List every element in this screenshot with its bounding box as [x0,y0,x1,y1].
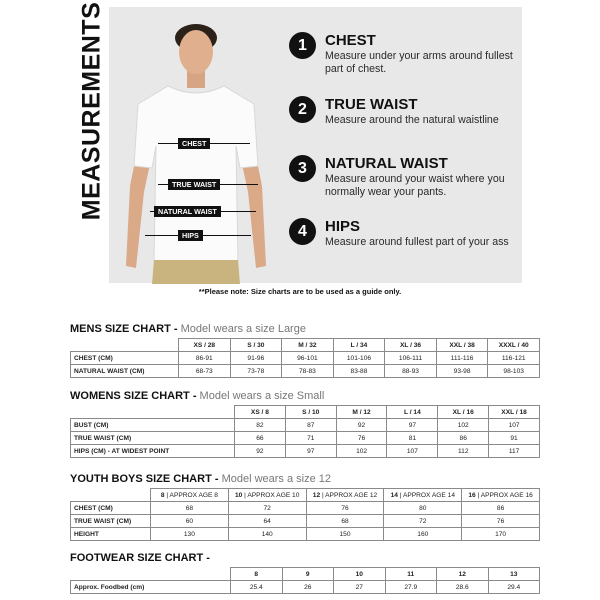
size-header [384,489,462,502]
step-description: Measure around the natural waistline [325,114,499,126]
table-cell: 73-78 [230,365,282,378]
approx-age: | APPROX AGE 16 [477,491,533,499]
table-cell: 71 [285,432,336,445]
size-header: XXXL / 40 [488,339,540,352]
size-header: 8 [231,568,283,581]
guide-note: **Please note: Size charts are to be used as a guide only. [198,287,402,296]
table-cell: 160 [384,528,462,541]
measurements-section [0,0,600,288]
table-row [71,528,540,541]
size-number: 12 [312,491,321,499]
table-cell: 76 [306,502,384,515]
table-cell: 86 [438,432,489,445]
table-cell: 91-96 [230,352,282,365]
size-header: 11 [385,568,437,581]
step-description: Measure around fullest part of your ass [325,236,509,248]
table-cell: 92 [336,419,387,432]
table-header-row [71,489,540,502]
table-cell: 66 [235,432,286,445]
size-header: 13 [488,568,540,581]
table-cell: 26 [282,581,334,594]
table-cell: 107 [489,419,540,432]
table-header-row [71,568,540,581]
table-cell: 25.4 [231,581,283,594]
womens-size-chart [70,389,540,458]
table-cell: 130 [151,528,229,541]
table-cell: 76 [336,432,387,445]
youth-title: YOUTH BOYS SIZE CHART - [70,473,219,485]
table-row [71,502,540,515]
table-cell: 98-103 [488,365,540,378]
womens-chart-title [70,389,540,403]
size-number: 14 [390,491,398,499]
mens-title: MENS SIZE CHART - [70,323,178,335]
table-cell: 101-106 [333,352,385,365]
header-blank [71,406,235,419]
size-header: XL / 16 [438,406,489,419]
table-header-row [71,406,540,419]
size-header: XS / 8 [235,406,286,419]
table-cell: 140 [228,528,306,541]
chest-label: CHEST [178,138,210,149]
table-cell: 117 [489,445,540,458]
header-blank [71,339,179,352]
row-label: TRUE WAIST (CM) [71,432,235,445]
approx-age: | APPROX AGE 14 [399,491,455,499]
table-cell: 28.6 [437,581,489,594]
table-cell: 97 [285,445,336,458]
table-cell: 83-88 [333,365,385,378]
table-row [71,515,540,528]
size-header: 12 [437,568,489,581]
true-waist-label: TRUE WAIST [168,179,220,190]
row-label: NATURAL WAIST (CM) [71,365,179,378]
table-cell: 68 [306,515,384,528]
header-blank [71,568,231,581]
youth-subtitle: Model wears a size 12 [218,473,332,485]
footwear-chart-title [70,551,540,565]
natural-waist-label: NATURAL WAIST [154,206,221,217]
size-header: 10 [334,568,386,581]
model-head [179,30,213,74]
youth-size-chart [70,472,540,541]
size-header: S / 10 [285,406,336,419]
table-row [71,581,540,594]
table-row [71,352,540,365]
table-cell: 91 [489,432,540,445]
table-cell: 102 [336,445,387,458]
approx-age: | APPROX AGE 12 [321,491,378,499]
table-cell: 150 [306,528,384,541]
row-label: BUST (CM) [71,419,235,432]
step-number: 1 [289,32,316,59]
table-row [71,445,540,458]
size-number: 8 [160,491,165,499]
measurements-heading [72,1,112,220]
table-cell: 80 [384,502,462,515]
size-header [306,489,384,502]
table-cell: 97 [387,419,438,432]
table-row [71,419,540,432]
table-cell: 107 [387,445,438,458]
table-cell: 68-73 [179,365,231,378]
size-header [151,489,229,502]
table-row [71,432,540,445]
womens-subtitle: Model wears a size Small [196,390,325,402]
header-blank [71,489,151,502]
youth-chart-title [70,472,540,486]
table-cell: 64 [228,515,306,528]
table-cell: 60 [151,515,229,528]
table-cell: 87 [285,419,336,432]
footwear-table [70,567,540,594]
mens-chart-title [70,322,540,336]
table-cell: 27.9 [385,581,437,594]
table-cell: 102 [438,419,489,432]
table-cell: 112 [438,445,489,458]
table-cell: 116-121 [488,352,540,365]
step-title: TRUE WAIST [325,96,418,113]
table-cell: 76 [462,515,540,528]
table-cell: 81 [387,432,438,445]
womens-title: WOMENS SIZE CHART - [70,390,197,402]
step-description: Measure around your waist where you normally wear your pants. [325,173,505,198]
measurements-heading-text: MEASUREMENTS [77,1,106,220]
table-cell: 27 [334,581,386,594]
footwear-title: FOOTWEAR SIZE CHART - [70,552,210,564]
table-cell: 82 [235,419,286,432]
size-header: XS / 28 [179,339,231,352]
size-header [462,489,540,502]
size-header: 9 [282,568,334,581]
step-number: 4 [289,218,316,245]
table-cell: 170 [462,528,540,541]
mens-table [70,338,540,378]
mens-size-chart [70,322,540,378]
mens-subtitle: Model wears a size Large [177,323,306,335]
approx-age: | APPROX AGE 8 [166,491,218,499]
size-header: M / 32 [282,339,334,352]
size-header [228,489,306,502]
table-cell: 86-91 [179,352,231,365]
table-header-row [71,339,540,352]
table-cell: 78-83 [282,365,334,378]
table-cell: 93-98 [436,365,488,378]
youth-table [70,488,540,541]
table-row [71,365,540,378]
footwear-size-chart [70,551,540,594]
table-cell: 72 [228,502,306,515]
step-title: NATURAL WAIST [325,155,448,172]
size-header: S / 30 [230,339,282,352]
table-cell: 86 [462,502,540,515]
table-cell: 111-116 [436,352,488,365]
model-shorts [152,260,240,284]
size-number: 16 [468,491,476,499]
size-header: XL / 36 [385,339,437,352]
table-cell: 92 [235,445,286,458]
step-number: 3 [289,155,316,182]
table-cell: 96-101 [282,352,334,365]
hips-label: HIPS [178,230,203,241]
row-label: CHEST (CM) [71,352,179,365]
step-title: HIPS [325,218,361,235]
table-cell: 106-111 [385,352,437,365]
step-number: 2 [289,96,316,123]
table-cell: 68 [151,502,229,515]
table-cell: 29.4 [488,581,540,594]
model-figure [112,16,272,284]
table-cell: 72 [384,515,462,528]
size-number: 10 [234,491,243,499]
step-description: Measure under your arms around fullest part of chest. [325,50,513,75]
size-header: L / 34 [333,339,385,352]
approx-age: | APPROX AGE 10 [244,491,300,499]
table-cell: 88-93 [385,365,437,378]
size-header: L / 14 [387,406,438,419]
womens-table [70,405,540,458]
row-label: HIPS (CM) - AT WIDEST POINT [71,445,235,458]
row-label: CHEST (CM) [71,502,151,515]
row-label: TRUE WAIST (CM) [71,515,151,528]
size-header: XXL / 38 [436,339,488,352]
row-label: HEIGHT [71,528,151,541]
size-header: XXL / 18 [489,406,540,419]
size-header: M / 12 [336,406,387,419]
step-title: CHEST [325,32,376,49]
row-label: Approx. Foodbed (cm) [71,581,231,594]
